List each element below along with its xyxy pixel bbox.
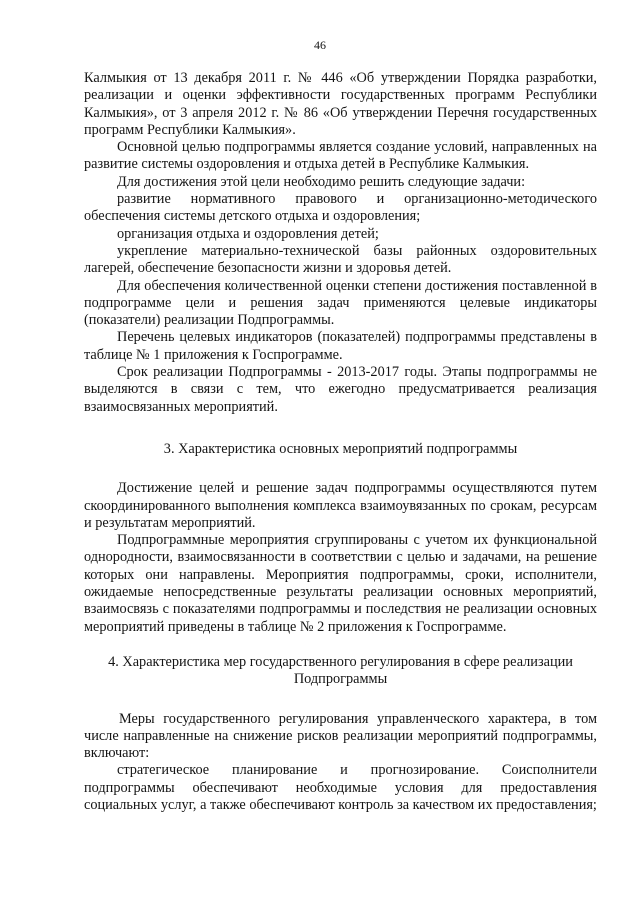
paragraph-tasks-intro: Для достижения этой цели необходимо решить следующие задачи: xyxy=(117,173,526,190)
list-item-task-3: укрепление материально-технической базы районных оздоровительных лагерей, обеспечение безопасности жизни и здоровья детей. xyxy=(84,242,597,277)
paragraph-indicators-list: Перечень целевых индикаторов (показателей) подпрограммы представлены в таблице № 1 приложения к Госпрограмме. xyxy=(84,329,597,363)
section-4-heading xyxy=(84,654,597,689)
section-3-heading: 3. Характеристика основных мероприятий подпрограммы xyxy=(163,440,518,457)
paragraph-indicators: Для обеспечения количественной оценки степени достижения поставленной в подпрограмме цели и решения задач применяются целевые индикаторы (показатели) реализации Подпрограммы. xyxy=(84,277,597,329)
spacer xyxy=(84,458,597,480)
spacer xyxy=(84,689,597,711)
paragraph-continuation: Калмыкия от 13 декабря 2011 г. № 446 «Об утверждении Порядка разработки, реализации и оценки эффективности государственных программ Республики Калмыкия», от 3 апреля 2012 г. № 86 «Об утверждении Перечня государственных программ Республики Калмыкия». xyxy=(84,70,597,138)
list-item-task-1: развитие нормативного правового и организационно-методического обеспечения системы детского отдыха и оздоровления; xyxy=(84,191,597,225)
page-number: 46 xyxy=(314,38,326,52)
list-item-task-2: организация отдыха и оздоровления детей; xyxy=(117,225,379,242)
section-3-paragraph-2: Подпрограммные мероприятия сгруппированы с учетом их функциональной однородности, взаимосвязанности в соответствии с целью и задачами, на решение которых они направлены. Мероприятия подпрограммы, сроки, исполнители, ожидаемые непосредственные результаты реализации основных мероприятий, взаимосвязь с показателями подпрограммы и последствия не реализации основных мероприятий приведены в таблице № 2 приложения к Госпрограмме. xyxy=(84,532,597,635)
section-4-heading-line-2: Подпрограммы xyxy=(293,671,388,688)
document-body xyxy=(84,70,597,814)
section-4-paragraph-2: стратегическое планирование и прогнозирование. Соисполнители подпрограммы обеспечивают необходимые условия для предоставления социальных услуг, а также обеспечивают контроль за качеством их предоставления; xyxy=(84,762,597,813)
paragraph-term: Срок реализации Подпрограммы - 2013-2017 годы. Этапы подпрограммы не выделяются в связи с тем, что ежегодно предусматривается реализация взаимосвязанных мероприятий. xyxy=(84,364,597,415)
section-3-paragraph-1: Достижение целей и решение задач подпрограммы осуществляются путем скоординированного выполнения комплекса взаимоувязанных по срокам, ресурсам и результатам мероприятий. xyxy=(84,480,597,531)
paragraph-goal: Основной целью подпрограммы является создание условий, направленных на развитие системы оздоровления и отдыха детей в Республике Калмыкия. xyxy=(84,139,597,173)
spacer xyxy=(84,636,597,654)
spacer xyxy=(84,416,597,441)
section-4-heading-line-1: 4. Характеристика мер государственного регулирования в сфере реализации xyxy=(108,653,573,670)
section-4-paragraph-1: Меры государственного регулирования управленческого характера, в том числе направленные на снижение рисков реализации мероприятий подпрограммы, включают: xyxy=(84,710,597,762)
